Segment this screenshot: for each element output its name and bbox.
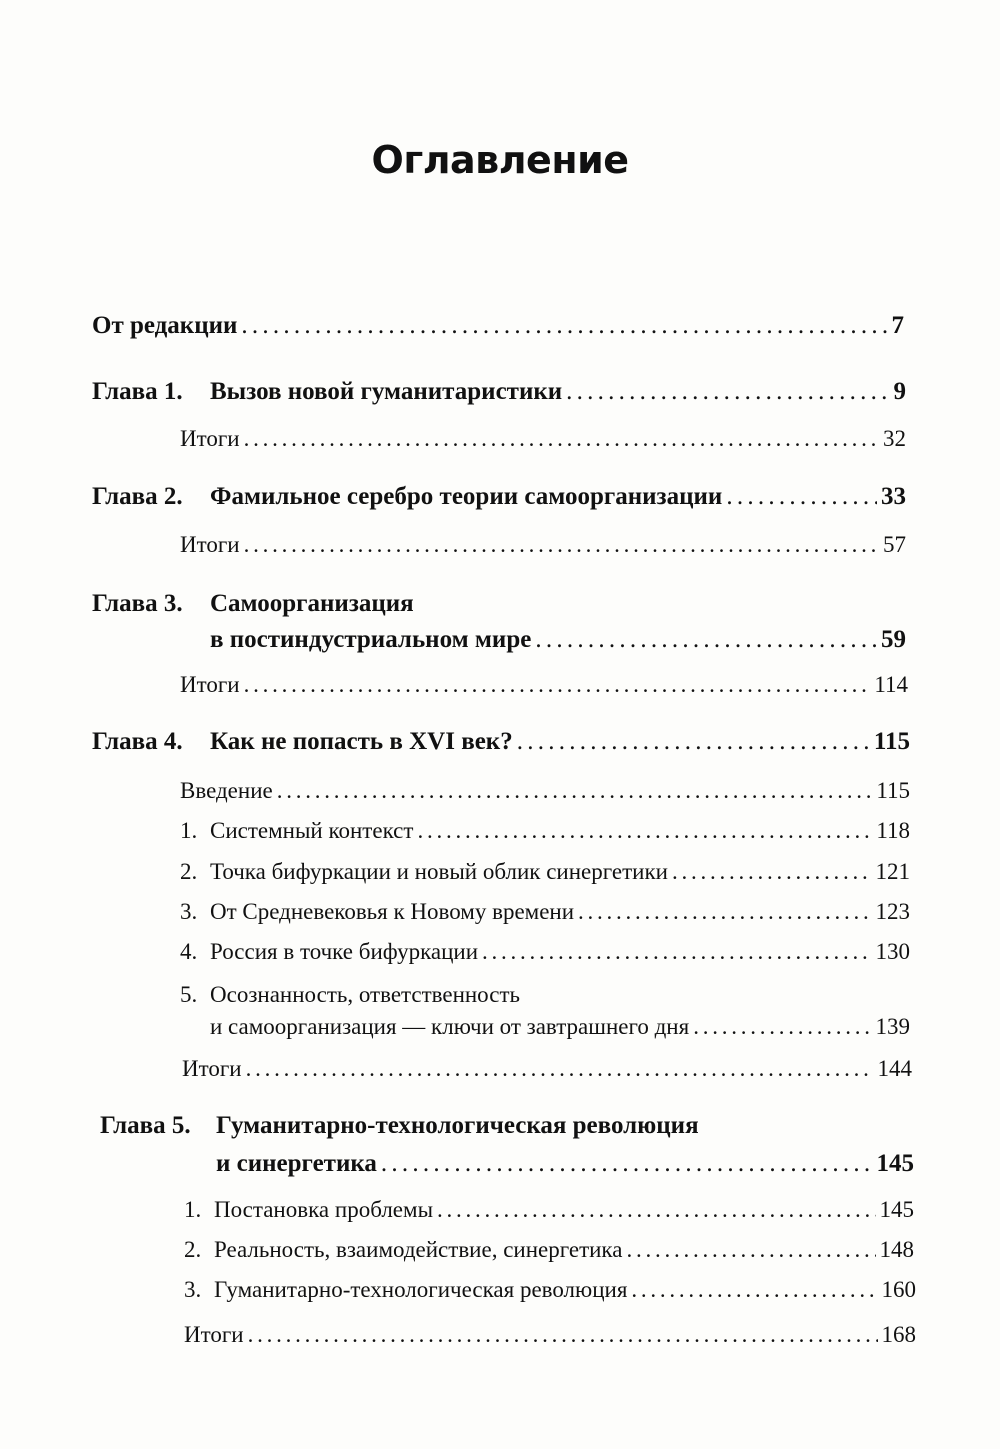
- dot-leader: [381, 1150, 873, 1178]
- toc-chapter-3-line2[interactable]: [210, 626, 906, 654]
- toc-entry[interactable]: [180, 426, 906, 452]
- toc-entry-label: Итоги: [180, 532, 240, 557]
- toc-entry[interactable]: [180, 532, 906, 558]
- page-title: Оглавление: [371, 138, 629, 182]
- toc-section[interactable]: [184, 1197, 914, 1223]
- chapter-title: Фамильное серебро теории самоорганизации: [210, 483, 723, 510]
- section-title: Системный контекст: [210, 818, 414, 843]
- toc-page-number: 9: [893, 378, 906, 405]
- dot-leader: [244, 426, 879, 452]
- section-number: 1.: [180, 818, 198, 843]
- dot-leader: [631, 1277, 877, 1303]
- toc-page-number: 148: [879, 1237, 914, 1262]
- dot-leader: [535, 626, 877, 654]
- toc-section[interactable]: [184, 1277, 916, 1303]
- toc-page-number: 145: [876, 1150, 914, 1177]
- section-number: 2.: [184, 1237, 202, 1262]
- chapter-number: Глава 2.: [92, 483, 183, 510]
- section-number: 4.: [180, 939, 198, 964]
- dot-leader: [244, 532, 879, 558]
- toc-page-number: 121: [875, 859, 910, 884]
- section-title: Россия в точке бифуркации: [210, 939, 479, 964]
- dot-leader: [244, 672, 871, 698]
- toc-section[interactable]: [180, 939, 910, 965]
- toc-page-number: 118: [876, 818, 910, 843]
- toc-section[interactable]: [180, 818, 910, 844]
- toc-entry-label: Итоги: [184, 1322, 244, 1347]
- chapter-number: Глава 5.: [100, 1112, 191, 1139]
- toc-chapter-5-line2[interactable]: [216, 1150, 914, 1178]
- dot-leader: [578, 899, 871, 925]
- dot-leader: [437, 1197, 875, 1223]
- toc-section[interactable]: [180, 859, 910, 885]
- toc-page-number: 139: [875, 1014, 910, 1039]
- toc-page-number: 160: [881, 1277, 916, 1302]
- chapter-number: Глава 4.: [92, 728, 183, 755]
- toc-page-number: 114: [874, 672, 908, 697]
- toc-section[interactable]: [180, 899, 910, 925]
- section-title-continued: и самоорганизация — ключи от завтрашнего дня: [210, 1014, 690, 1039]
- section-title: От Средневековья к Новому времени: [210, 899, 575, 924]
- toc-page-number: 123: [875, 899, 910, 924]
- toc-page-number: 32: [883, 426, 906, 451]
- toc-entry[interactable]: [184, 1322, 916, 1348]
- toc-page-number: 130: [875, 939, 910, 964]
- section-title: Точка бифуркации и новый облик синергетики: [210, 859, 668, 884]
- section-title: Гуманитарно-технологическая революция: [214, 1277, 628, 1302]
- toc-entry-label: Введение: [180, 778, 273, 803]
- dot-leader: [566, 378, 889, 406]
- toc-entry-label: Итоги: [180, 426, 240, 451]
- toc-entry[interactable]: [180, 672, 908, 698]
- chapter-title: Гуманитарно-технологическая революция: [216, 1112, 699, 1139]
- dot-leader: [672, 859, 872, 885]
- chapter-title-continued: и синергетика: [216, 1150, 377, 1177]
- chapter-title: Вызов новой гуманитаристики: [210, 378, 563, 405]
- toc-section[interactable]: [184, 1237, 914, 1263]
- toc-page-number: 144: [877, 1056, 912, 1081]
- toc-chapter-4[interactable]: [92, 728, 910, 756]
- section-number: 2.: [180, 859, 198, 884]
- section-number: 1.: [184, 1197, 202, 1222]
- toc-page-number: 57: [883, 532, 906, 557]
- toc-entry[interactable]: [182, 1056, 912, 1082]
- dot-leader: [246, 1056, 874, 1082]
- chapter-title: Самоорганизация: [210, 590, 414, 617]
- chapter-number: Глава 1.: [92, 378, 183, 405]
- toc-page-number: 145: [879, 1197, 914, 1222]
- chapter-title-continued: в постиндустриальном мире: [210, 626, 532, 653]
- toc-page-number: 59: [881, 626, 906, 653]
- chapter-title: Как не попасть в XVI век?: [210, 728, 513, 755]
- toc-entry-label: Итоги: [180, 672, 240, 697]
- dot-leader: [517, 728, 870, 756]
- dot-leader: [417, 818, 872, 844]
- toc-entry-label: От редакции: [92, 312, 238, 339]
- toc-entry[interactable]: [180, 778, 910, 804]
- dot-leader: [277, 778, 873, 804]
- section-title: Осознанность, ответственность: [210, 982, 521, 1007]
- toc-chapter-2[interactable]: [92, 483, 906, 511]
- dot-leader: [241, 312, 887, 340]
- toc-page-number: 168: [881, 1322, 916, 1347]
- section-number: 3.: [180, 899, 198, 924]
- toc-page-number: 33: [881, 483, 906, 510]
- toc-page-number: 7: [891, 312, 904, 339]
- toc-entry-label: Итоги: [182, 1056, 242, 1081]
- section-title: Реальность, взаимодействие, синергетика: [214, 1237, 623, 1262]
- dot-leader: [248, 1322, 878, 1348]
- toc-entry[interactable]: [92, 312, 904, 340]
- section-number: 5.: [180, 982, 198, 1007]
- toc-chapter-5-line1[interactable]: [100, 1112, 699, 1140]
- toc-section-5-line1[interactable]: [180, 982, 520, 1008]
- section-number: 3.: [184, 1277, 202, 1302]
- dot-leader: [693, 1014, 871, 1040]
- chapter-number: Глава 3.: [92, 590, 183, 617]
- toc-chapter-1[interactable]: [92, 378, 906, 406]
- dot-leader: [726, 483, 877, 511]
- section-title: Постановка проблемы: [214, 1197, 434, 1222]
- toc-page-number: 115: [876, 778, 910, 803]
- toc-section-5-line2[interactable]: [210, 1014, 910, 1040]
- dot-leader: [626, 1237, 875, 1263]
- dot-leader: [482, 939, 871, 965]
- toc-chapter-3-line1[interactable]: [92, 590, 414, 618]
- toc-page-number: 115: [873, 728, 910, 755]
